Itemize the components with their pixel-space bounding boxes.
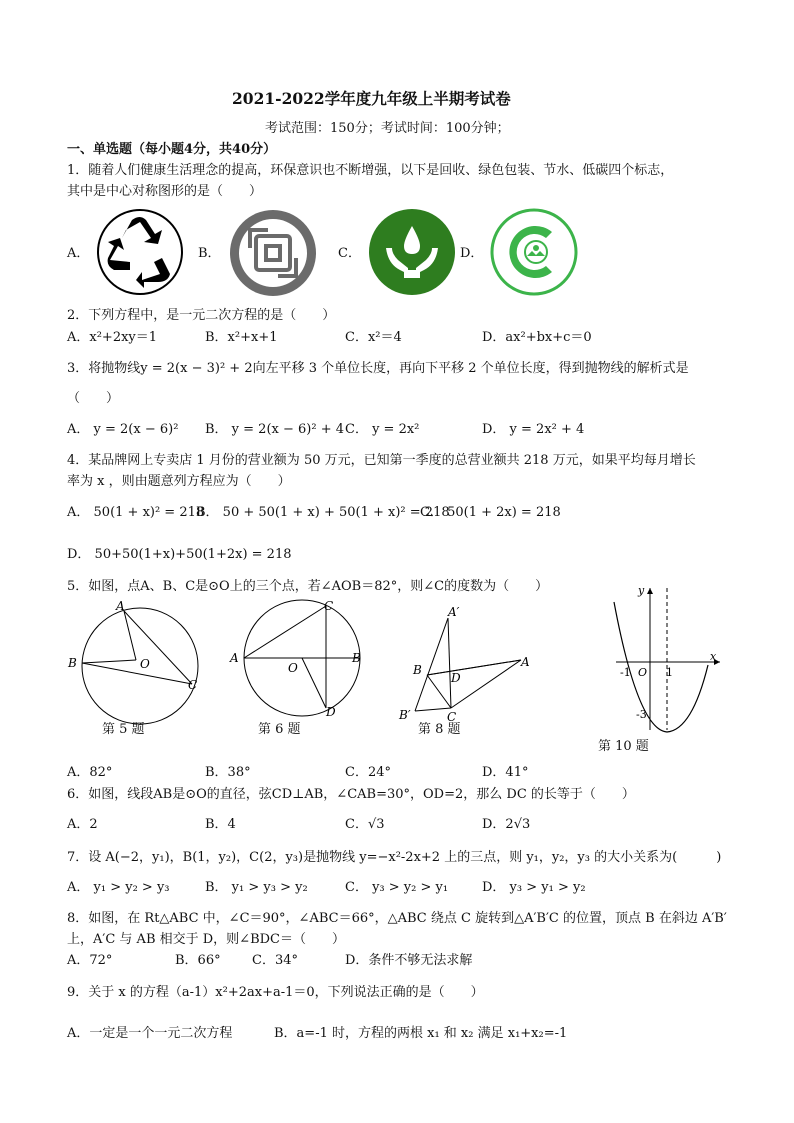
fig10-label-o: O xyxy=(638,666,648,679)
recycle-icon xyxy=(96,208,184,296)
q5-option-d: D．41° xyxy=(482,765,529,780)
figure-10 xyxy=(608,580,728,740)
fig8-caption: 第 8 题 xyxy=(418,722,461,737)
fig5-label-c: C xyxy=(188,678,198,692)
q4-option-d: D． 50+50(1+x)+50(1+2x) = 218 xyxy=(67,547,292,562)
q9-option-a: A．一定是一个一元二次方程 xyxy=(67,1026,233,1041)
fig5-label-a: A xyxy=(116,599,125,613)
q6-option-d: D．2√3 xyxy=(482,817,531,832)
fig6-label-b: B xyxy=(352,651,361,665)
q8-line1: 8．如图，在 Rt△ABC 中，∠C＝90°，∠ABC＝66°，△ABC 绕点 C 旋转到△A′B′C 的位置，顶点 B 在斜边 A′B′ xyxy=(67,911,727,926)
q7-option-b: B． y₁ > y₃ > y₂ xyxy=(205,880,308,895)
q5-option-a: A．82° xyxy=(67,765,113,780)
fig8-label-a1: A′ xyxy=(448,605,460,619)
figure-8 xyxy=(393,600,543,725)
fig10-label-minus1: -1 xyxy=(620,666,631,679)
fig6-label-c: C xyxy=(324,599,334,613)
q8-option-d: D．条件不够无法求解 xyxy=(345,953,473,968)
q2-option-a: A．x²+2xy＝1 xyxy=(67,330,158,345)
fig10-label-x: x xyxy=(710,650,717,663)
exam-info: 考试范围：150分；考试时间：100分钟； xyxy=(265,121,510,136)
fig6-caption: 第 6 题 xyxy=(258,722,301,737)
fig8-label-c: C xyxy=(447,710,457,724)
q6-option-b: B．4 xyxy=(205,817,236,832)
fig6-label-o: O xyxy=(288,661,298,675)
q6-option-a: A．2 xyxy=(67,817,98,832)
q3-paren: （ ） xyxy=(67,391,120,406)
fig6-label-d: D xyxy=(326,705,336,719)
fig10-label-1: 1 xyxy=(666,666,673,679)
fig5-label-b: B xyxy=(68,656,77,670)
q2-option-c: C．x²＝4 xyxy=(345,330,402,345)
fig10-label-minus3: -3 xyxy=(636,708,647,721)
q9-stem: 9．关于 x 的方程（a-1）x²+2ax+a-1＝0，下列说法正确的是（ ） xyxy=(67,985,484,1000)
q1-option-c: C． xyxy=(338,246,361,261)
q4-option-a: A． 50(1 + x)² = 218 xyxy=(67,505,205,520)
fig5-label-o: O xyxy=(140,657,150,671)
fig6-label-a: A xyxy=(230,651,239,665)
q3-option-b: B． y = 2(x − 6)² + 4 xyxy=(205,422,345,437)
q5-stem: 5．如图，点A、B、C是⊙O上的三个点，若∠AOB＝82°，则∠C的度数为（ ） xyxy=(67,579,549,594)
q4-line2: 率为 x ，则由题意列方程应为（ ） xyxy=(67,474,291,489)
q4-option-b: B． 50 + 50(1 + x) + 50(1 + x)² = 218 xyxy=(196,505,450,520)
page-title: 2021-2022学年度九年级上半期考试卷 xyxy=(232,89,511,108)
figure-6 xyxy=(226,596,376,726)
q1-line1: 1．随着人们健康生活理念的提高，环保意识也不断增强，以下是回收、绿色包装、节水、低碳四个标志， xyxy=(67,163,674,178)
q8-option-c: C．34° xyxy=(252,953,298,968)
q9-option-b: B．a=-1 时，方程的两根 x₁ 和 x₂ 满足 x₁+x₂=-1 xyxy=(274,1026,568,1041)
fig8-label-b: B xyxy=(413,663,422,677)
fig10-label-y: y xyxy=(638,584,645,597)
q1-line2: 其中是中心对称图形的是（ ） xyxy=(67,184,263,199)
q8-option-a: A．72° xyxy=(67,953,113,968)
q3-option-a: A． y = 2(x − 6)² xyxy=(67,422,179,437)
water-saving-icon xyxy=(368,208,456,296)
fig8-label-d: D xyxy=(451,671,461,685)
q2-option-d: D．ax²+bx+c＝0 xyxy=(482,330,592,345)
q7-stem: 7．设 A(−2，y₁)，B(1，y₂)，C(2，y₃)是抛物线 y=−x²-2x+2 上的三点，则 y₁，y₂，y₃ 的大小关系为( ) xyxy=(67,850,722,865)
green-package-icon xyxy=(228,208,318,298)
fig10-caption: 第 10 题 xyxy=(598,739,649,754)
q5-option-b: B．38° xyxy=(205,765,251,780)
section-heading: 一、单选题（每小题4分，共40分） xyxy=(67,142,277,157)
q7-option-d: D． y₃ > y₁ > y₂ xyxy=(482,880,586,895)
q4-option-c: C． 50(1 + 2x) = 218 xyxy=(420,505,561,520)
q1-option-d: D． xyxy=(460,246,484,261)
fig8-label-b1: B′ xyxy=(399,708,411,722)
q3-stem: 3．将抛物线y = 2(x − 3)² + 2向左平移 3 个单位长度，再向下平移 2 个单位长度，得到抛物线的解析式是 xyxy=(67,361,689,376)
fig8-label-a: A xyxy=(521,655,530,669)
q1-option-b: B． xyxy=(198,246,221,261)
q7-option-c: C． y₃ > y₂ > y₁ xyxy=(345,880,449,895)
q6-option-c: C．√3 xyxy=(345,817,385,832)
fig5-caption: 第 5 题 xyxy=(102,722,145,737)
q2-stem: 2．下列方程中，是一元二次方程的是（ ） xyxy=(67,308,336,323)
q5-option-c: C．24° xyxy=(345,765,391,780)
low-carbon-icon xyxy=(490,208,578,296)
q4-line1: 4．某品牌网上专卖店 1 月份的营业额为 50 万元，已知第一季度的总营业额共 218 万元，如果平均每月增长 xyxy=(67,453,696,468)
q1-option-a: A． xyxy=(67,246,90,261)
q6-stem: 6．如图，线段AB是⊙O的直径，弦CD⊥AB，∠CAB=30°，OD=2，那么 DC 的长等于（ ） xyxy=(67,787,635,802)
q2-option-b: B．x²+x+1 xyxy=(205,330,278,345)
q3-option-d: D． y = 2x² + 4 xyxy=(482,422,585,437)
q7-option-a: A． y₁ > y₂ > y₃ xyxy=(67,880,170,895)
q3-option-c: C． y = 2x² xyxy=(345,422,420,437)
q8-line2: 上，A′C 与 AB 相交于 D，则∠BDC＝（ ） xyxy=(67,932,345,947)
q8-option-b: B．66° xyxy=(175,953,221,968)
